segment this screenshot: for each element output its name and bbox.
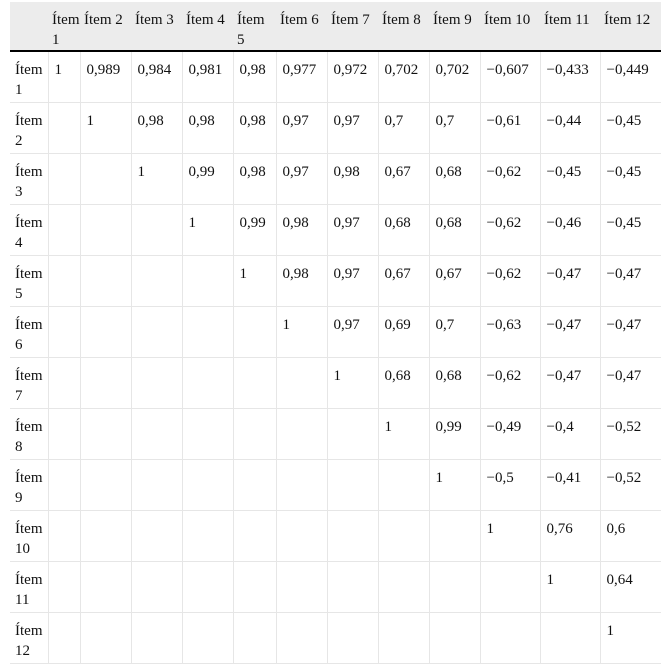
correlation-cell: [131, 612, 182, 663]
correlation-cell: [48, 255, 80, 306]
correlation-cell: −0,47: [600, 255, 661, 306]
correlation-cell: [233, 510, 276, 561]
correlation-cell: 1: [480, 510, 540, 561]
correlation-cell: [80, 510, 131, 561]
correlation-cell: [327, 408, 378, 459]
correlation-cell: [327, 510, 378, 561]
header-corner-cell: [10, 2, 48, 51]
correlation-cell: 0,97: [327, 306, 378, 357]
correlation-cell: [327, 459, 378, 510]
correlation-cell: [80, 204, 131, 255]
column-header-item-2: Ítem 2: [80, 2, 131, 51]
correlation-cell: 0,99: [233, 204, 276, 255]
correlation-cell: [131, 408, 182, 459]
table-row: [10, 306, 661, 357]
table-row: [10, 204, 661, 255]
correlation-cell: [80, 612, 131, 663]
column-header-item-10: Ítem 10: [480, 2, 540, 51]
correlation-cell: −0,46: [540, 204, 600, 255]
table-row: [10, 255, 661, 306]
correlation-cell: −0,45: [540, 153, 600, 204]
correlation-cell: [182, 306, 233, 357]
correlation-cell: 1: [80, 102, 131, 153]
correlation-cell: 1: [327, 357, 378, 408]
correlation-cell: 0,76: [540, 510, 600, 561]
correlation-cell: 0,984: [131, 51, 182, 102]
correlation-cell: 1: [48, 51, 80, 102]
correlation-cell: −0,47: [600, 357, 661, 408]
correlation-cell: 0,702: [429, 51, 480, 102]
table-row: [10, 357, 661, 408]
column-header-item-12: Ítem 12: [600, 2, 661, 51]
correlation-cell: 0,98: [276, 255, 327, 306]
correlation-cell: 0,972: [327, 51, 378, 102]
correlation-cell: [48, 204, 80, 255]
table-row: [10, 102, 661, 153]
correlation-cell: 1: [182, 204, 233, 255]
correlation-table: [10, 2, 661, 664]
correlation-cell: −0,63: [480, 306, 540, 357]
correlation-table-container: [10, 2, 661, 664]
column-header-item-5: Ítem 5: [233, 2, 276, 51]
correlation-cell: [182, 408, 233, 459]
correlation-cell: 0,6: [600, 510, 661, 561]
correlation-cell: [182, 459, 233, 510]
row-header-item-8: Ítem 8: [10, 408, 48, 459]
correlation-cell: −0,62: [480, 204, 540, 255]
row-header-item-11: Ítem 11: [10, 561, 48, 612]
correlation-cell: [233, 612, 276, 663]
correlation-cell: −0,41: [540, 459, 600, 510]
correlation-cell: [327, 561, 378, 612]
correlation-cell: 0,64: [600, 561, 661, 612]
correlation-cell: [131, 255, 182, 306]
correlation-cell: 0,989: [80, 51, 131, 102]
correlation-cell: [131, 357, 182, 408]
correlation-cell: 0,98: [276, 204, 327, 255]
correlation-cell: [182, 255, 233, 306]
correlation-cell: 0,68: [378, 357, 429, 408]
correlation-cell: 0,69: [378, 306, 429, 357]
correlation-cell: 0,702: [378, 51, 429, 102]
correlation-cell: [131, 306, 182, 357]
correlation-cell: 0,7: [378, 102, 429, 153]
table-row: [10, 510, 661, 561]
correlation-cell: [480, 612, 540, 663]
correlation-cell: [48, 510, 80, 561]
correlation-cell: −0,449: [600, 51, 661, 102]
correlation-cell: [233, 306, 276, 357]
correlation-cell: 0,98: [233, 153, 276, 204]
correlation-cell: [276, 612, 327, 663]
correlation-cell: [540, 612, 600, 663]
correlation-cell: −0,607: [480, 51, 540, 102]
correlation-cell: [233, 561, 276, 612]
correlation-cell: [48, 612, 80, 663]
correlation-cell: 0,97: [327, 102, 378, 153]
correlation-cell: [48, 459, 80, 510]
correlation-cell: −0,47: [540, 255, 600, 306]
correlation-cell: 0,68: [378, 204, 429, 255]
table-row: [10, 459, 661, 510]
correlation-cell: −0,52: [600, 459, 661, 510]
row-header-item-3: Ítem 3: [10, 153, 48, 204]
correlation-cell: 0,98: [131, 102, 182, 153]
correlation-cell: 0,67: [378, 153, 429, 204]
correlation-cell: [182, 510, 233, 561]
table-header: [10, 2, 661, 51]
correlation-cell: [276, 357, 327, 408]
correlation-cell: −0,61: [480, 102, 540, 153]
column-header-item-4: Ítem 4: [182, 2, 233, 51]
correlation-cell: −0,52: [600, 408, 661, 459]
correlation-cell: −0,62: [480, 357, 540, 408]
correlation-cell: 0,99: [429, 408, 480, 459]
correlation-cell: [378, 561, 429, 612]
correlation-cell: −0,5: [480, 459, 540, 510]
correlation-cell: 0,97: [276, 153, 327, 204]
column-header-item-3: Ítem 3: [131, 2, 182, 51]
correlation-cell: [276, 561, 327, 612]
correlation-cell: 1: [600, 612, 661, 663]
row-header-item-7: Ítem 7: [10, 357, 48, 408]
correlation-cell: [233, 408, 276, 459]
correlation-cell: 0,98: [233, 102, 276, 153]
correlation-cell: [276, 408, 327, 459]
correlation-cell: [276, 510, 327, 561]
correlation-cell: 0,99: [182, 153, 233, 204]
correlation-cell: 0,67: [429, 255, 480, 306]
correlation-cell: [48, 306, 80, 357]
correlation-cell: 0,7: [429, 102, 480, 153]
column-header-item-7: Ítem 7: [327, 2, 378, 51]
correlation-cell: 0,67: [378, 255, 429, 306]
correlation-cell: [80, 255, 131, 306]
correlation-cell: −0,45: [600, 204, 661, 255]
correlation-cell: [48, 102, 80, 153]
correlation-cell: [429, 612, 480, 663]
correlation-cell: −0,47: [540, 306, 600, 357]
correlation-cell: −0,47: [540, 357, 600, 408]
correlation-cell: [480, 561, 540, 612]
correlation-cell: 0,977: [276, 51, 327, 102]
correlation-cell: [48, 408, 80, 459]
correlation-cell: [80, 153, 131, 204]
correlation-cell: [131, 204, 182, 255]
table-row: [10, 153, 661, 204]
table-row: [10, 561, 661, 612]
row-header-item-5: Ítem 5: [10, 255, 48, 306]
correlation-cell: −0,4: [540, 408, 600, 459]
correlation-cell: 0,7: [429, 306, 480, 357]
correlation-cell: [378, 510, 429, 561]
correlation-cell: 0,981: [182, 51, 233, 102]
table-body: [10, 51, 661, 663]
correlation-cell: [80, 357, 131, 408]
correlation-cell: 1: [131, 153, 182, 204]
column-header-item-9: Ítem 9: [429, 2, 480, 51]
correlation-cell: [80, 306, 131, 357]
correlation-cell: −0,49: [480, 408, 540, 459]
correlation-cell: [48, 357, 80, 408]
column-header-item-6: Ítem 6: [276, 2, 327, 51]
row-header-item-10: Ítem 10: [10, 510, 48, 561]
correlation-cell: −0,47: [600, 306, 661, 357]
correlation-cell: 0,97: [327, 204, 378, 255]
correlation-cell: [429, 561, 480, 612]
table-row: [10, 612, 661, 663]
correlation-cell: 0,98: [327, 153, 378, 204]
correlation-cell: [233, 459, 276, 510]
correlation-cell: [182, 357, 233, 408]
correlation-cell: [131, 459, 182, 510]
correlation-cell: [48, 561, 80, 612]
correlation-cell: −0,45: [600, 102, 661, 153]
correlation-cell: 1: [429, 459, 480, 510]
correlation-cell: [378, 459, 429, 510]
correlation-cell: 0,68: [429, 204, 480, 255]
table-row: [10, 408, 661, 459]
correlation-cell: 1: [276, 306, 327, 357]
correlation-cell: [233, 357, 276, 408]
correlation-cell: [182, 561, 233, 612]
row-header-item-1: Ítem 1: [10, 51, 48, 102]
correlation-cell: 1: [378, 408, 429, 459]
correlation-cell: 0,97: [327, 255, 378, 306]
correlation-cell: −0,433: [540, 51, 600, 102]
correlation-cell: [327, 612, 378, 663]
correlation-cell: [182, 612, 233, 663]
correlation-cell: [48, 153, 80, 204]
correlation-cell: −0,44: [540, 102, 600, 153]
correlation-cell: 0,68: [429, 357, 480, 408]
correlation-cell: [429, 510, 480, 561]
row-header-item-4: Ítem 4: [10, 204, 48, 255]
row-header-item-6: Ítem 6: [10, 306, 48, 357]
header-row: [10, 2, 661, 51]
correlation-cell: [276, 459, 327, 510]
correlation-cell: [80, 561, 131, 612]
row-header-item-2: Ítem 2: [10, 102, 48, 153]
correlation-cell: −0,62: [480, 255, 540, 306]
column-header-item-11: Ítem 11: [540, 2, 600, 51]
correlation-cell: [80, 408, 131, 459]
correlation-cell: 1: [540, 561, 600, 612]
correlation-cell: −0,62: [480, 153, 540, 204]
correlation-cell: [131, 510, 182, 561]
correlation-cell: 0,98: [182, 102, 233, 153]
row-header-item-9: Ítem 9: [10, 459, 48, 510]
correlation-cell: [80, 459, 131, 510]
correlation-cell: 0,98: [233, 51, 276, 102]
correlation-cell: −0,45: [600, 153, 661, 204]
column-header-item-8: Ítem 8: [378, 2, 429, 51]
correlation-cell: [131, 561, 182, 612]
column-header-item-1: Ítem 1: [48, 2, 80, 51]
row-header-item-12: Ítem 12: [10, 612, 48, 663]
table-row: [10, 51, 661, 102]
correlation-cell: 0,97: [276, 102, 327, 153]
correlation-cell: 0,68: [429, 153, 480, 204]
correlation-cell: 1: [233, 255, 276, 306]
correlation-cell: [378, 612, 429, 663]
